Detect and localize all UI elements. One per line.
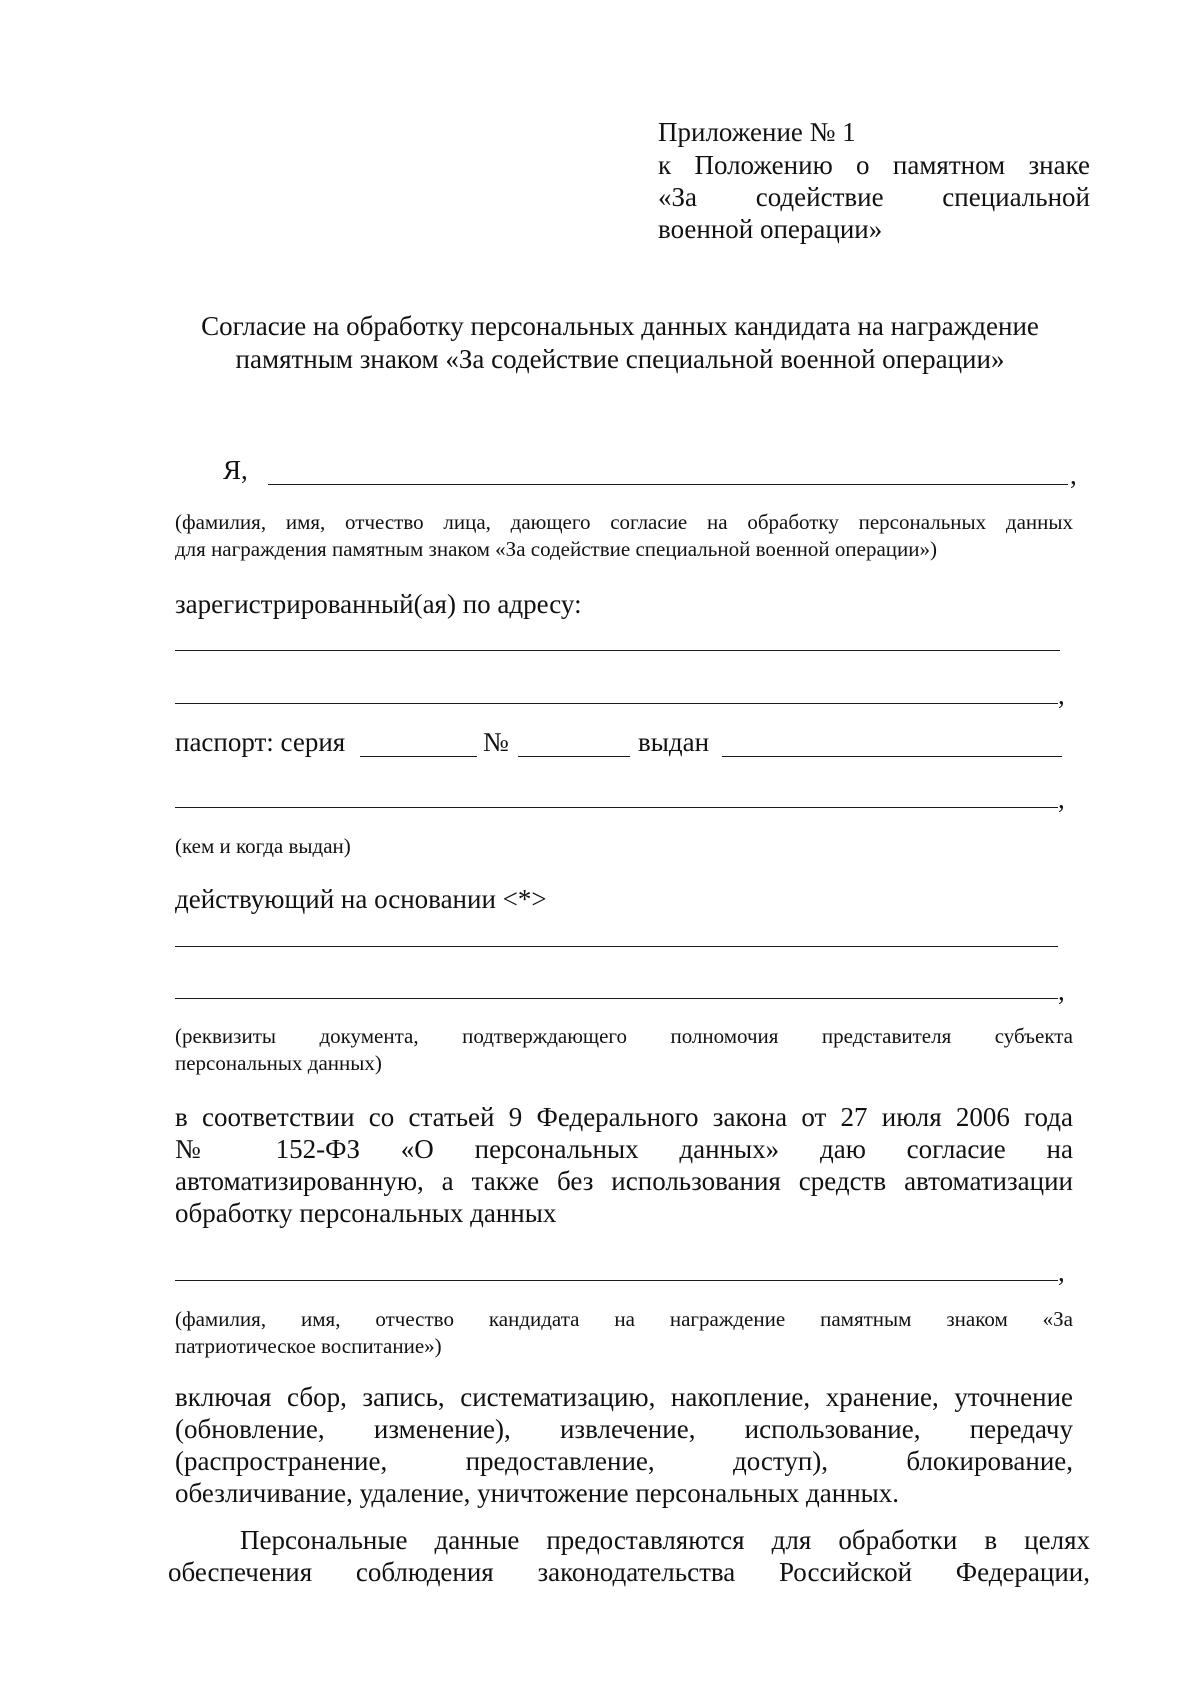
passport-number-label: № — [483, 727, 509, 757]
fio-hint-line2: для награждения памятным знаком «За содействие специальной военной операции») — [175, 537, 937, 561]
candidate-hint-line2: патриотическое воспитание») — [175, 1334, 442, 1358]
candidate-comma: , — [1058, 1257, 1065, 1287]
appendix-number: Приложение № 1 — [658, 117, 856, 147]
purpose-line2: обеспечения соблюдения законодательства Российской Федерации, — [168, 1557, 1090, 1587]
passport-series-field[interactable] — [360, 756, 477, 757]
consent-line2: № 152-ФЗ «О персональных данных» даю согласие на — [175, 1134, 1073, 1164]
ya-label: Я, — [223, 455, 248, 485]
fio-hint-line1: (фамилия, имя, отчество лица, дающего согласие на обработку персональных данных — [175, 510, 1073, 534]
passport-label: паспорт: серия — [175, 727, 346, 757]
passport-number-field[interactable] — [518, 756, 630, 757]
issued-hint: (кем и когда выдан) — [175, 834, 351, 858]
address-label: зарегистрированный(ая) по адресу: — [175, 589, 582, 619]
basis-label: действующий на основании <*> — [175, 884, 547, 914]
appendix-badge-name: «За содействие специальной — [658, 182, 1090, 212]
basis-comma: , — [1058, 976, 1065, 1006]
issued-label: выдан — [638, 727, 710, 757]
basis-hint-line2: персональных данных) — [175, 1051, 382, 1075]
candidate-hint-line1: (фамилия, имя, отчество кандидата на награждение памятным знаком «За — [175, 1307, 1073, 1331]
basis-field-line1[interactable] — [175, 946, 1058, 947]
basis-hint-line1: (реквизиты документа, подтверждающего полномочия представителя субъекта — [175, 1024, 1073, 1048]
issued-field[interactable] — [722, 756, 1062, 757]
consent-line4: обработку персональных данных — [175, 1198, 557, 1228]
basis-field-line2[interactable] — [175, 998, 1058, 999]
document-title-line1: Согласие на обработку персональных данных кандидата на награждение — [201, 311, 1039, 341]
appendix-regulation: к Положению о памятном знаке — [658, 150, 1090, 180]
candidate-fio-field[interactable] — [175, 1280, 1058, 1281]
address-field-line1[interactable] — [175, 650, 1060, 651]
issued-field-line2[interactable] — [175, 807, 1058, 808]
issued-comma: , — [1058, 784, 1065, 814]
fio-field[interactable] — [268, 484, 1068, 485]
purpose-line1: Персональные данные предоставляются для обработки в целях — [240, 1525, 1090, 1555]
actions-line1: включая сбор, запись, систематизацию, накопление, хранение, уточнение — [175, 1382, 1073, 1412]
document-title-line2: памятным знаком «За содействие специальной военной операции» — [235, 344, 1005, 374]
consent-line1: в соответствии со статьей 9 Федерального закона от 27 июля 2006 года — [175, 1102, 1073, 1132]
appendix-badge-name-end: военной операции» — [658, 214, 883, 244]
address-comma: , — [1058, 680, 1065, 710]
actions-line2: (обновление, изменение), извлечение, использование, передачу — [175, 1414, 1073, 1444]
fio-comma: , — [1070, 460, 1077, 490]
consent-line3: автоматизированную, а также без использования средств автоматизации — [175, 1166, 1073, 1196]
actions-line3: (распространение, предоставление, доступ), блокирование, — [175, 1446, 1073, 1476]
address-field-line2[interactable] — [175, 703, 1058, 704]
actions-line4: обезличивание, удаление, уничтожение персональных данных. — [175, 1478, 900, 1508]
